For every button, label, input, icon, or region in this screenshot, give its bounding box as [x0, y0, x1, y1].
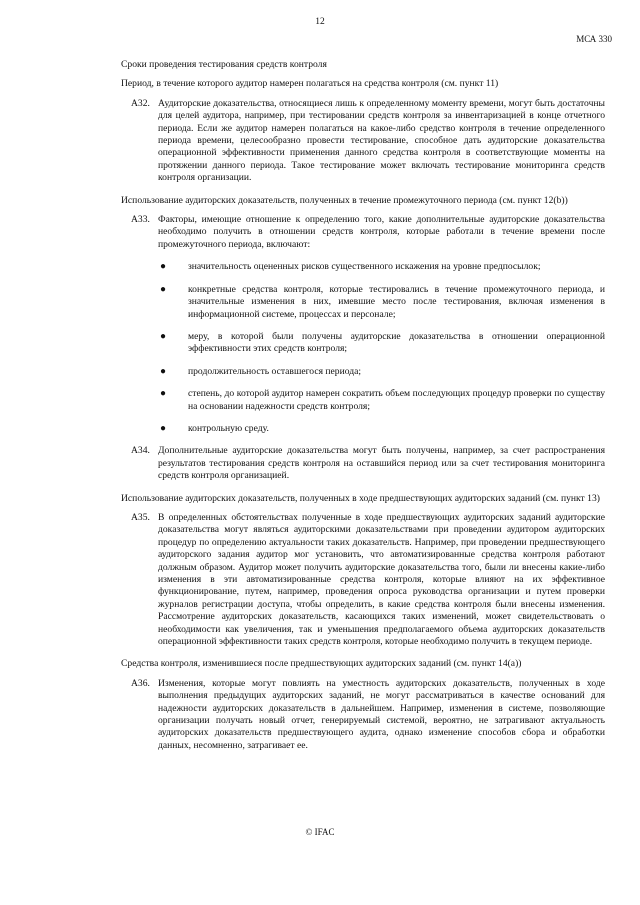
- paragraph-a32: [121, 98, 605, 185]
- page-number: 12: [315, 17, 325, 27]
- list-item: ● контрольную среду.: [160, 422, 269, 434]
- bullet-icon: ●: [160, 261, 167, 273]
- paragraph-number: A32.: [131, 97, 150, 109]
- paragraph-number: A33.: [131, 214, 150, 226]
- paragraph-a33: [121, 214, 605, 435]
- factors-list: [158, 261, 605, 435]
- bullet-icon: ●: [160, 283, 167, 295]
- section-subheading: Период, в течение которого аудитор намерен полагаться на средства контроля (см. пункт 11): [121, 78, 499, 90]
- paragraph-a35: [121, 512, 605, 648]
- bullet-icon: ●: [160, 388, 167, 400]
- paragraph-text: Факторы, имеющие отношение к определению того, какие дополнительные аудиторские доказательства необходимо получить в отношении средств контроля, которые работали в течение времени после промежуточного периода, включают:: [158, 214, 605, 250]
- paragraph-number: A35.: [131, 511, 150, 523]
- page-footer: © IFAC: [305, 827, 335, 837]
- bullet-icon: ●: [160, 330, 167, 342]
- paragraph-a36: [121, 678, 605, 752]
- bullet-icon: ●: [160, 365, 167, 377]
- paragraph-number: A36.: [131, 677, 150, 689]
- section-heading: Сроки проведения тестирования средств контроля: [121, 59, 327, 70]
- paragraph-text: В определенных обстоятельствах полученные в ходе предшествующих аудиторских заданий аудиторские доказательства могут являться аудиторскими доказательствами при проведении аудитором аудиторских процедур по определению актуальности таких доказательств. Например, при проведении предшествующего аудиторского задания аудитор мог установить, что автоматизированные средства контроля работают должным образом. Аудитор может получить аудиторские доказательства того, были ли внесены какие-либо изменения в эти автоматизированные средства контроля, которые влияют на их эффективное функционирование, путем, например, проведения опроса руководства организации и путем проверки журналов регистрации доступа, чтобы определить, в какие средства контроля были внесены изменения. Рассмотрение аудиторских доказательств, касающихся таких изменений, может свидетельствовать о необходимости как увеличения, так и уменьшения предполагаемого объема аудиторских доказательств операционной эффективности таких средств контроля, которые необходимо получить в текущем периоде.: [158, 511, 605, 648]
- paragraph-text: Аудиторские доказательства, относящиеся лишь к определенному моменту времени, могут быть достаточны для целей аудитора, например, при тестировании средств контроля за инвентаризацией в конце отчетного периода. Если же аудитор намерен полагаться на какое-либо средство контроля в течение определенного периода времени, целесообразно провести тестирование, способное дать аудиторские доказательства операционной эффективности применения данного средства контроля в соответствующие моменты на протяжении данного периода. Такое тестирование может включать тестирование мониторинга средств контроля организации.: [158, 97, 605, 184]
- document-code: МСА 330: [576, 34, 612, 44]
- section-heading: Использование аудиторских доказательств, полученных в течение промежуточного периода (см. пункт 12(b)): [121, 194, 568, 206]
- section-heading: Использование аудиторских доказательств, полученных в ходе предшествующих аудиторских заданий (см. пункт 13): [121, 492, 600, 504]
- list-item: ● степень, до которой аудитор намерен сократить объем последующих процедур проверки по существу на основании надежности средств контроля;: [160, 388, 605, 412]
- list-item: ● конкретные средства контроля, которые тестировались в течение промежуточного периода, и значительные изменения в них, имевшие место после тестирования, включая изменения в информационной системе, процессах и персонале;: [160, 283, 605, 320]
- paragraph-text: Изменения, которые могут повлиять на уместность аудиторских доказательств, полученных в ходе выполнения предыдущих аудиторских заданий, не могут рассматриваться в качестве оснований для надежности аудиторских доказательств в дальнейшем. Например, изменения в системе, позволяющие организации получать новый отчет, генерируемый системой, вероятно, не затрагивают актуальность аудиторских доказательств предшествующего аудита, однако изменение способов сбора и обработки данных, несомненно, затрагивает ее.: [158, 677, 605, 751]
- paragraph-number: A34.: [131, 445, 150, 457]
- list-item: ● продолжительность оставшегося периода;: [160, 365, 362, 377]
- paragraph-a34: [121, 445, 605, 482]
- paragraph-text: Дополнительные аудиторские доказательства могут быть получены, например, за счет распространения результатов тестирования средств контроля на оставшийся период или за счет тестирования мониторинга средств контроля организацией.: [158, 445, 605, 482]
- list-item: ● меру, в которой были получены аудиторские доказательства в отношении операционной эффективности этих средств контроля;: [160, 330, 605, 355]
- list-item: ● значительность оцененных рисков существенного искажения на уровне предпосылок;: [160, 261, 541, 273]
- bullet-icon: ●: [160, 422, 167, 434]
- section-heading: Средства контроля, изменившиеся после предшествующих аудиторских заданий (см. пункт 14(a)): [121, 658, 522, 670]
- page-content: [121, 59, 605, 760]
